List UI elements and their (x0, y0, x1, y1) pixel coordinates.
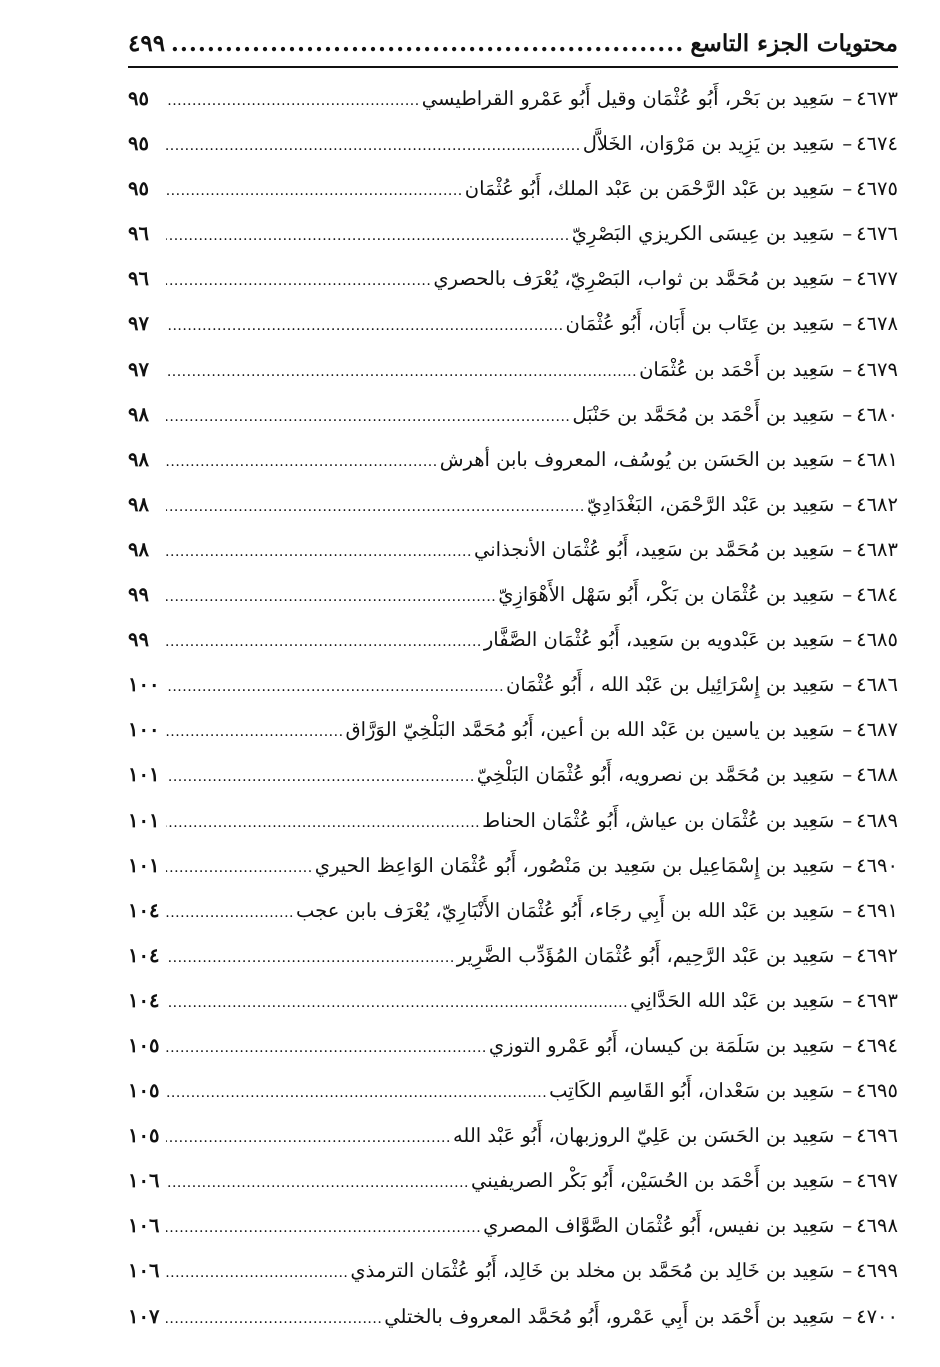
entry-title: سَعِيد بن عَبْدويه بن سَعِيد، أَبُو عُثْمَان الصَّفَّار (483, 628, 835, 652)
entry-page-number: ٩٩ (128, 628, 149, 652)
entry-number: ٤٦٩٢ (856, 943, 898, 967)
toc-entry (128, 256, 898, 301)
entry-title: سَعِيد بن يَزِيد بن مَرْوَان، الخَلاَّل (582, 132, 835, 156)
entry-dash: – (842, 312, 853, 336)
entry-dash: – (842, 898, 853, 922)
toc-entry (128, 888, 898, 933)
entry-number: ٤٦٨١ (856, 447, 898, 471)
entry-dash: – (842, 988, 853, 1012)
dot-leader (166, 1206, 481, 1251)
entry-dash: – (842, 267, 853, 291)
entry-dash: – (842, 1079, 853, 1103)
toc-page (128, 30, 898, 1339)
entry-title: سَعِيد بن أَحْمَد بن الحُسَيْن، أَبُو بَكْر الصريفيني (470, 1169, 835, 1193)
toc-entry (128, 707, 898, 752)
header-title: محتويات الجزء التاسع (690, 30, 898, 57)
entry-dash: – (842, 763, 853, 787)
entry-dash: – (842, 1214, 853, 1238)
entry-title: سَعِيد بن نفيس، أَبُو عُثْمَان الصَّوَّاف المصري (483, 1214, 835, 1238)
entry-dash: – (842, 402, 853, 426)
entry-page-number: ١٠٥ (128, 1033, 160, 1057)
entry-page-number: ٩٥ (128, 177, 149, 201)
entry-title: سَعِيد بن عَبْد الرَّحْمَن بن عَبْد الملك، أَبُو عُثْمَان (464, 177, 835, 201)
dot-leader (166, 981, 628, 1026)
toc-entry (128, 437, 898, 482)
entry-dash: – (842, 492, 853, 516)
entry-number: ٤٦٩٤ (856, 1033, 898, 1057)
entry-page-number: ٩٦ (128, 267, 149, 291)
entry-page-number: ١٠٠ (128, 673, 160, 697)
toc-entry (128, 347, 898, 392)
toc-entry (128, 1113, 898, 1158)
entry-number: ٤٦٨٧ (856, 718, 898, 742)
entry-number: ٤٦٧٦ (856, 222, 898, 246)
entry-dash: – (842, 1124, 853, 1148)
entry-number: ٤٦٨٢ (856, 492, 898, 516)
entry-number: ٤٦٧٥ (856, 177, 898, 201)
toc-entry (128, 1158, 898, 1203)
entry-number: ٤٦٩١ (856, 898, 898, 922)
entry-number: ٤٦٨٠ (856, 402, 898, 426)
entry-title: سَعِيد بن عَبْد الله الحَدَّانِي (630, 988, 835, 1012)
toc-entry (128, 978, 898, 1023)
entry-title: سَعِيد بن عُثْمَان بن عياش، أَبُو عُثْمَان الحناط (482, 808, 835, 832)
entry-number: ٤٦٧٩ (856, 357, 898, 381)
entry-title: سَعِيد بن الحَسَن بن عَلِيّ الروزبهان، أَبُو عَبْد الله (452, 1124, 835, 1148)
entry-page-number: ١٠٧ (128, 1304, 160, 1328)
entry-page-number: ١٠٤ (128, 988, 160, 1012)
entry-dash: – (842, 1169, 853, 1193)
dot-leader (166, 755, 475, 800)
toc-entry (128, 662, 898, 707)
toc-entry (128, 166, 898, 211)
entry-page-number: ٩٧ (128, 312, 149, 336)
dot-leader (166, 665, 504, 710)
entry-dash: – (842, 357, 853, 381)
entry-dash: – (842, 1304, 853, 1328)
entry-title: سَعِيد بن أَحْمَد بن عُثْمَان (639, 357, 835, 381)
entry-number: ٤٦٩٠ (856, 853, 898, 877)
dot-leader (166, 936, 455, 981)
running-header (128, 30, 898, 66)
header-page-number: ٤٩٩ (128, 30, 166, 57)
dot-leader (166, 620, 482, 665)
dot-leader (166, 485, 585, 530)
toc-entry (128, 301, 898, 346)
entry-dash: – (842, 132, 853, 156)
entry-page-number: ١٠٥ (128, 1079, 160, 1103)
entry-number: ٤٦٧٤ (856, 132, 898, 156)
entry-title: سَعِيد بن بَحْر، أَبُو عُثْمَان وقيل أَبُو عَمْرو القراطيسي (421, 87, 835, 110)
entry-title: سَعِيد بن عَبْد الرَّحِيم، أَبُو عُثْمَان المُؤَدِّب الضَّرِير (456, 943, 835, 967)
toc-entry (128, 572, 898, 617)
entry-dash: – (842, 673, 853, 697)
entry-number: ٤٦٩٨ (856, 1214, 898, 1238)
entry-page-number: ١٠٥ (128, 1124, 160, 1148)
toc-entry (128, 617, 898, 662)
toc-entry (128, 482, 898, 527)
entry-number: ٤٦٨٥ (856, 628, 898, 652)
entry-number: ٤٦٩٣ (856, 988, 898, 1012)
entry-title: سَعِيد بن الحَسَن بن يُوسُف، المعروف بابن أهرش (439, 447, 835, 471)
dot-leader (166, 395, 570, 440)
dot-leader (166, 1161, 469, 1206)
entry-page-number: ٩٦ (128, 222, 149, 246)
toc-entry (128, 392, 898, 437)
entry-dash: – (842, 718, 853, 742)
header-rule (128, 66, 898, 68)
dot-leader (166, 440, 438, 485)
toc-entry (128, 76, 898, 121)
entry-page-number: ٩٥ (128, 132, 149, 156)
entry-page-number: ٩٨ (128, 402, 149, 426)
dot-leader (166, 304, 564, 349)
entry-number: ٤٦٨٤ (856, 583, 898, 607)
entry-page-number: ٩٨ (128, 447, 149, 471)
toc-entry (128, 798, 898, 843)
entry-title: سَعِيد بن عُثْمَان بن بَكْر، أَبُو سَهْل الأَهْوَازِيّ (498, 583, 835, 607)
toc-entry (128, 933, 898, 978)
toc-entry (128, 527, 898, 572)
entry-number: ٤٦٨٨ (856, 763, 898, 787)
toc-entry (128, 843, 898, 888)
entry-page-number: ١٠٦ (128, 1259, 160, 1283)
entry-number: ٤٦٧٨ (856, 312, 898, 336)
header-dot-leader (171, 30, 684, 57)
entry-number: ٤٧٠٠ (856, 1304, 898, 1328)
entry-dash: – (842, 808, 853, 832)
entry-page-number: ١٠٦ (128, 1214, 160, 1238)
entry-dash: – (842, 628, 853, 652)
entry-title: سَعِيد بن عِتَاب بن أَبَان، أَبُو عُثْمَان (565, 312, 835, 336)
toc-entry (128, 1294, 898, 1339)
entry-title: سَعِيد بن إِسْمَاعِيل بن سَعِيد بن مَنْصُور، أَبُو عُثْمَان الوَاعِظ الحيري (314, 853, 835, 877)
dot-leader (166, 801, 480, 846)
dot-leader (166, 124, 581, 169)
entry-page-number: ٩٥ (128, 87, 149, 110)
dot-leader (166, 214, 570, 259)
entry-dash: – (842, 177, 853, 201)
dot-leader (166, 1116, 451, 1161)
dot-leader (166, 575, 496, 620)
entry-title: سَعِيد بن مُحَمَّد بن نصرويه، أَبُو عُثْمَان البَلْخِيّ (476, 763, 835, 787)
toc-entry (128, 1023, 898, 1068)
entry-page-number: ٩٨ (128, 537, 149, 561)
entry-dash: – (842, 87, 853, 110)
entry-page-number: ٩٩ (128, 583, 149, 607)
dot-leader (166, 1071, 547, 1116)
entry-title: سَعِيد بن إِسْرَائِيل بن عَبْد الله ، أَبُو عُثْمَان (506, 673, 835, 697)
dot-leader (166, 169, 463, 214)
dot-leader (166, 1297, 382, 1342)
entry-title: سَعِيد بن ياسين بن عَبْد الله بن أعين، أَبُو مُحَمَّد البَلْخِيّ الوَرَّاق (345, 718, 835, 742)
entry-page-number: ١٠٤ (128, 898, 160, 922)
toc-entry (128, 1203, 898, 1248)
entry-number: ٤٦٨٦ (856, 673, 898, 697)
dot-leader (166, 891, 294, 936)
dot-leader (166, 259, 431, 304)
entry-number: ٤٦٩٥ (856, 1079, 898, 1103)
toc-entry (128, 752, 898, 797)
entry-title: سَعِيد بن خَالِد بن مُحَمَّد بن مخلد بن خَالِد، أَبُو عُثْمَان الترمذي (350, 1259, 835, 1283)
entry-dash: – (842, 1259, 853, 1283)
entry-number: ٤٦٧٣ (856, 87, 898, 110)
entry-title: سَعِيد بن أَحْمَد بن أَبِي عَمْرو، أَبُو مُحَمَّد المعروف بالختلي (384, 1304, 835, 1328)
dot-leader (166, 1026, 487, 1071)
dot-leader (166, 710, 344, 755)
entry-number: ٤٦٩٦ (856, 1124, 898, 1148)
entry-number: ٤٦٨٣ (856, 537, 898, 561)
entry-title: سَعِيد بن عَبْد الرَّحْمَن، البَغْدَادِيّ (586, 492, 835, 516)
entry-title: سَعِيد بن مُحَمَّد بن ثواب، البَصْرِيّ، يُعْرَف بالحصري (433, 267, 835, 291)
dot-leader (166, 1251, 348, 1296)
toc-entry (128, 211, 898, 256)
entry-title: سَعِيد بن عِيسَى الكريزي البَصْرِيّ (571, 222, 835, 246)
entry-number: ٤٦٨٩ (856, 808, 898, 832)
entry-number: ٤٦٩٧ (856, 1169, 898, 1193)
entry-dash: – (842, 1033, 853, 1057)
toc-entry (128, 1068, 898, 1113)
entry-page-number: ٩٨ (128, 492, 149, 516)
entry-page-number: ١٠١ (128, 808, 160, 832)
entry-number: ٤٦٩٩ (856, 1259, 898, 1283)
dot-leader (166, 530, 472, 575)
entry-title: سَعِيد بن عَبْد الله بن أَبِي رجَاء، أَبُو عُثْمَان الأَنْبَارِيّ، يُعْرَف بابن عجب (295, 898, 835, 922)
toc-entry (128, 1248, 898, 1293)
entry-page-number: ١٠٠ (128, 718, 160, 742)
entry-dash: – (842, 222, 853, 246)
entry-dash: – (842, 447, 853, 471)
entry-page-number: ١٠١ (128, 763, 160, 787)
toc-entry (128, 121, 898, 166)
toc-list (128, 76, 898, 1339)
entry-dash: – (842, 853, 853, 877)
entry-dash: – (842, 583, 853, 607)
entry-title: سَعِيد بن سَلَمَة بن كيسان، أَبُو عَمْرو التوزي (488, 1033, 835, 1057)
entry-dash: – (842, 537, 853, 561)
entry-dash: – (842, 943, 853, 967)
entry-number: ٤٦٧٧ (856, 267, 898, 291)
entry-page-number: ١٠١ (128, 853, 160, 877)
entry-title: سَعِيد بن أَحْمَد بن مُحَمَّد بن حَنْبَل (572, 402, 835, 426)
entry-page-number: ٩٧ (128, 357, 149, 381)
dot-leader (166, 350, 637, 395)
entry-page-number: ١٠٤ (128, 943, 160, 967)
entry-title: سَعِيد بن مُحَمَّد بن سَعِيد، أَبُو عُثْمَان الأنجذاني (473, 537, 835, 561)
entry-title: سَعِيد بن سَعْدان، أَبُو القَاسِم الكَاتِب (549, 1079, 835, 1103)
dot-leader (166, 846, 313, 891)
dot-leader (166, 79, 420, 124)
entry-page-number: ١٠٦ (128, 1169, 160, 1193)
